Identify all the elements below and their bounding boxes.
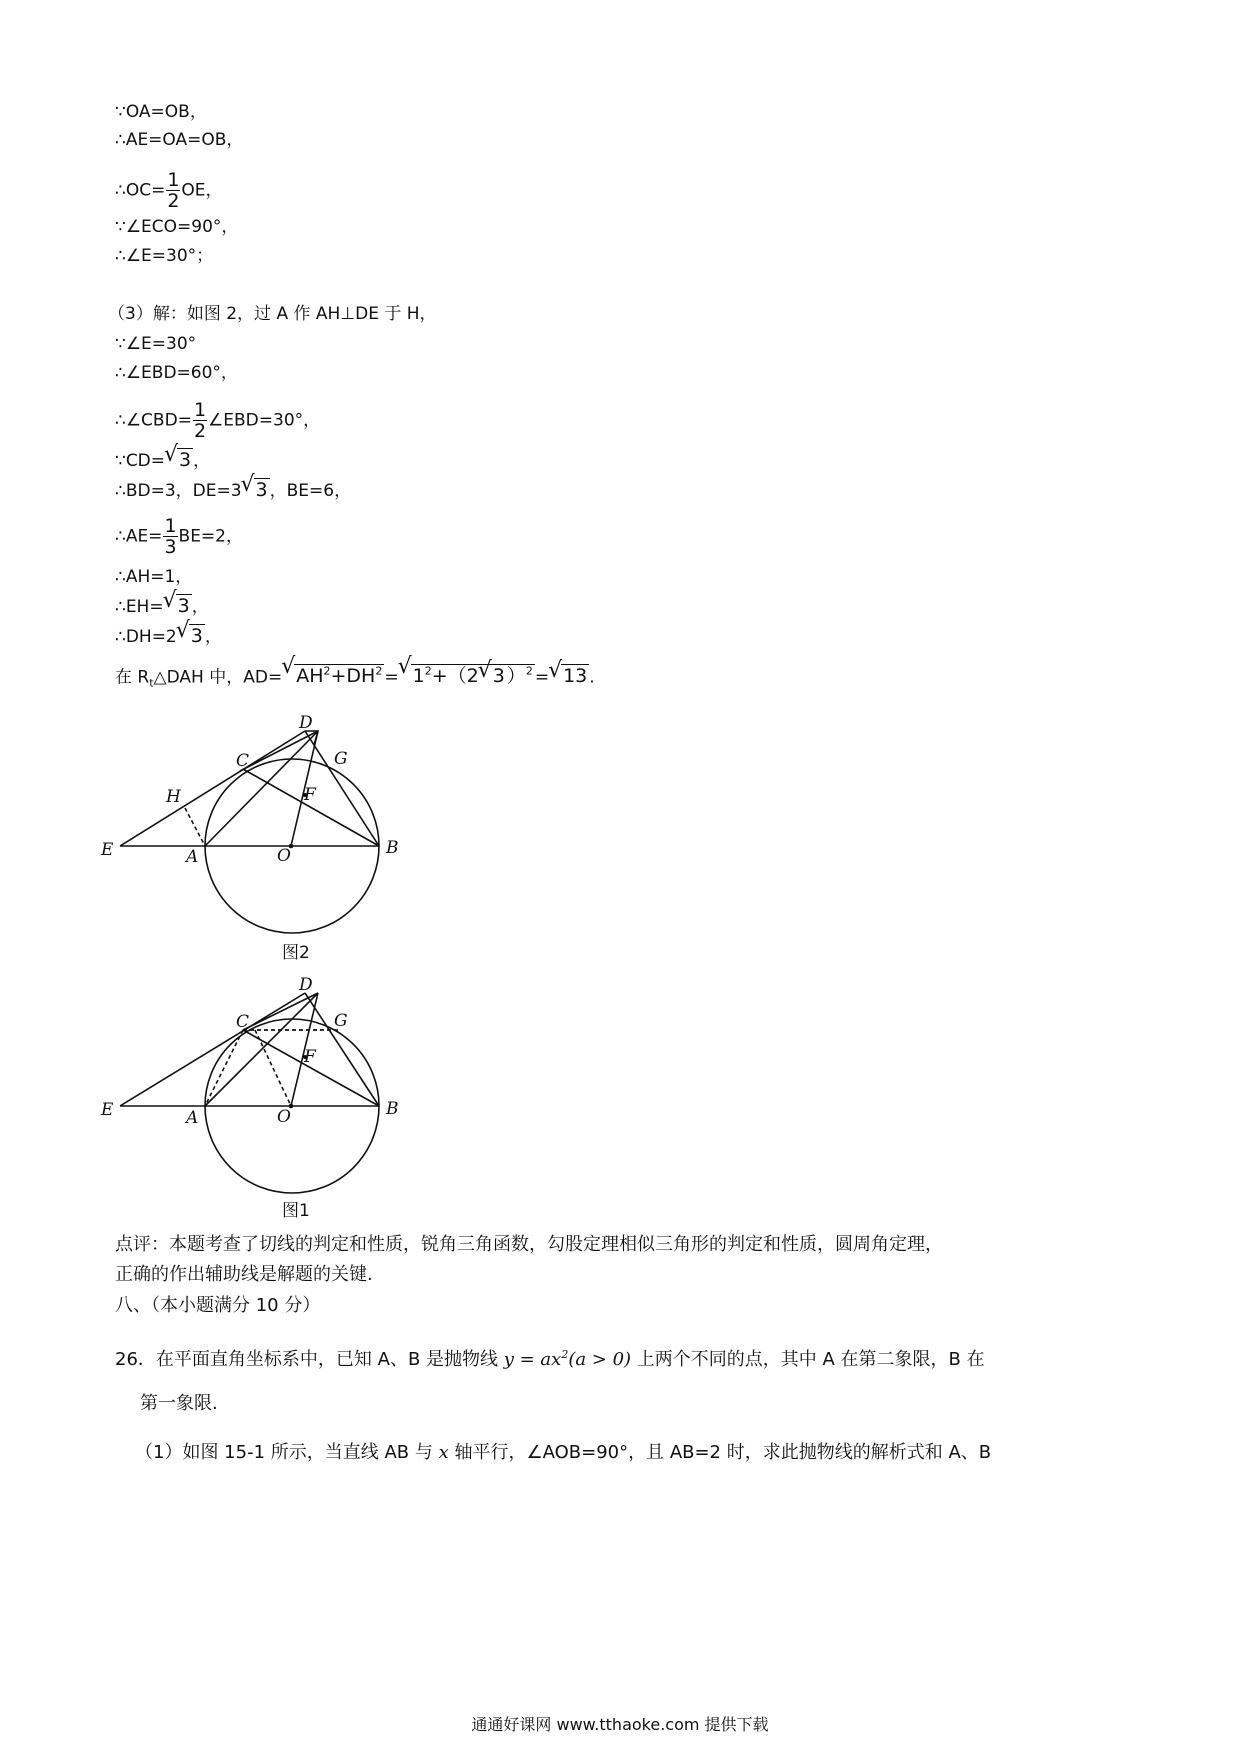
sqrt: √ 3 bbox=[166, 448, 193, 473]
label-G: G bbox=[334, 1011, 348, 1031]
label-G: G bbox=[334, 749, 348, 769]
fraction: $\frac{1}{3}$ bbox=[164, 515, 177, 558]
comment-line-2: 正确的作出辅助线是解题的关键. bbox=[115, 1264, 373, 1285]
label-C: C bbox=[236, 751, 250, 771]
figure-2-diagram bbox=[0, 700, 520, 950]
label-E: E bbox=[101, 840, 114, 860]
q26-line-2: 第一象限. bbox=[140, 1393, 218, 1414]
text-line-ad: 在 $R_t\triangle DAH$ 中，AD=√ $AH^2+DH^2$ =√ $1^2+(2√$ 3 ）$^2$ =√ 13 . bbox=[115, 660, 595, 696]
text-line-cbd: ∴∠CBD= $\frac{1}{2}$ ∠EBD=30°， bbox=[115, 399, 321, 442]
label-O: O bbox=[277, 1107, 291, 1127]
label-B: B bbox=[386, 838, 399, 858]
text-line-oc: ∴OC= $\frac{1}{2}$ OE， bbox=[115, 169, 223, 212]
figure-2-caption: 图2 bbox=[282, 943, 310, 963]
label-O: O bbox=[277, 846, 291, 866]
label-A: A bbox=[186, 1108, 199, 1128]
part3-intro: （3）解：如图 2，过 A 作 AH⊥DE 于 H， bbox=[108, 304, 437, 324]
comment-line-1: 点评：本题考查了切线的判定和性质，锐角三角函数，勾股定理相似三角形的判定和性质，圆周角定理， bbox=[115, 1234, 943, 1255]
label-H: H bbox=[166, 787, 181, 807]
text-line-ae: ∴AE= $\frac{1}{3}$ BE=2， bbox=[115, 515, 243, 558]
label-A: A bbox=[186, 847, 199, 867]
sqrt: √ $1^2+(2√$ 3 ）$^2$ bbox=[400, 660, 535, 689]
q26-line-1: 26．在平面直角坐标系中，已知 A、B 是抛物线 $y = ax^2(a > 0)$ 上两个不同的点，其中 A 在第二象限，B 在 bbox=[115, 1348, 985, 1370]
text-line: ∵∠E=30° bbox=[115, 334, 197, 354]
text-line-dh: ∴DH=2√ 3 ， bbox=[115, 624, 222, 649]
label-F: F bbox=[304, 785, 316, 805]
text-line: ∴AH=1， bbox=[115, 567, 193, 587]
figure-1-caption: 图1 bbox=[282, 1201, 310, 1221]
label-F: F bbox=[304, 1047, 316, 1067]
fraction: $\frac{1}{2}$ bbox=[193, 399, 207, 442]
label-C: C bbox=[236, 1012, 250, 1032]
figure-1-diagram bbox=[0, 970, 520, 1200]
text-line-eh: ∴EH=√ 3 ， bbox=[115, 594, 209, 619]
text-line: ∴AE=OA=OB， bbox=[115, 130, 244, 150]
section-heading: 八、（本小题满分 10 分） bbox=[115, 1295, 321, 1316]
fraction: $\frac{1}{2}$ bbox=[167, 169, 180, 212]
sqrt: √ 3 bbox=[178, 624, 205, 649]
text-line: ∵∠ECO=90°， bbox=[115, 217, 239, 237]
text-line-cd: ∵CD=√ 3 ， bbox=[115, 448, 210, 473]
page-footer: 通通好课网 www.tthaoke.com 提供下载 bbox=[471, 1715, 769, 1734]
q26-line-3: （1）如图 15-1 所示，当直线 AB 与 x 轴平行，∠AOB=90°，且 AB=2 时，求此抛物线的解析式和 A、B bbox=[135, 1442, 992, 1463]
text-line-bd: ∴BD=3，DE=3√ 3 ，BE=6， bbox=[115, 478, 351, 503]
sqrt: √ 13 bbox=[550, 664, 589, 689]
text-line: ∵OA=OB， bbox=[115, 102, 207, 122]
label-E: E bbox=[101, 1100, 114, 1120]
text-line: ∴∠EBD=60°， bbox=[115, 363, 238, 383]
label-D: D bbox=[299, 975, 313, 995]
text-line: ∴∠E=30°； bbox=[115, 246, 214, 266]
label-D: D bbox=[299, 713, 313, 733]
sqrt: √ 3 bbox=[165, 594, 192, 619]
sqrt: √ $AH^2+DH^2$ bbox=[283, 660, 384, 689]
label-B: B bbox=[386, 1099, 399, 1119]
sqrt: √ 3 bbox=[243, 478, 270, 503]
